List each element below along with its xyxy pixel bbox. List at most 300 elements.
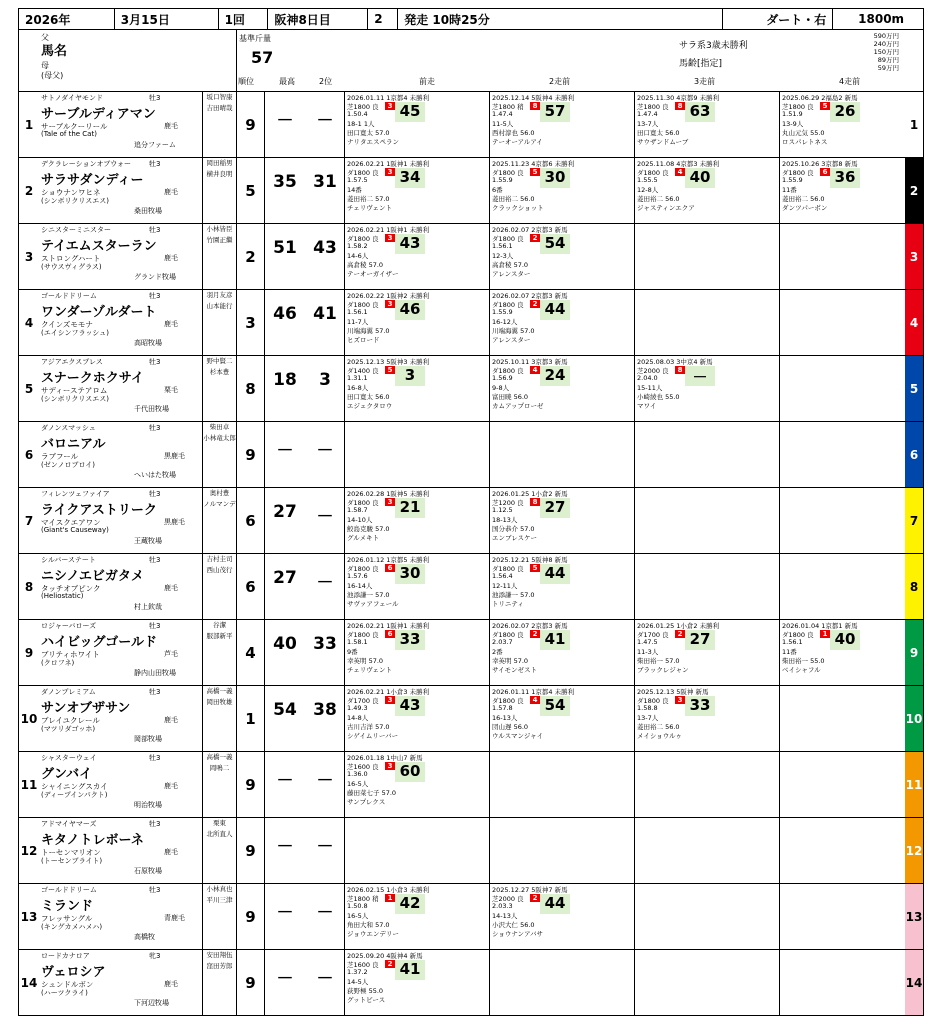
breeder: 高橋牧 [134,933,155,941]
run-date: 2025.12.21 5阪神8 新馬 [492,556,568,564]
frame-bar: 6 [905,422,923,487]
coat-color: 芦毛 [164,650,178,658]
past-run [344,290,489,355]
horse-name[interactable]: ミランド [41,899,94,914]
index-box [264,92,344,157]
distance: 1800m [858,12,905,26]
horse-name[interactable]: ヴェロシア [41,965,106,980]
run-weight: 16-12人 [492,318,518,326]
trainer: 窪田芳郎 [206,961,233,970]
run-opponent: アレンスター [492,336,531,344]
run-weight: 11-3人 [637,648,659,656]
run-opponent: トリニティ [492,600,524,608]
second-index: 31 [313,172,337,192]
horse-row [18,422,924,488]
run-speed-index: 46 [395,300,425,320]
run-speed-index: 30 [395,564,425,584]
trainer: ノルマンデ [203,499,236,508]
second-index: － [316,111,334,131]
past-runs [344,92,924,157]
run-jockey: 幸英明 57.0 [492,657,529,665]
run-frame: 8 [530,498,540,506]
past-runs [344,884,924,949]
dam-sire: (キングカメハメハ) [41,923,103,931]
run-course: 芝1800 稍 [347,895,379,903]
run-time: 1.58.1 [347,638,368,646]
frame-bar: 3 [905,224,923,289]
horse-name[interactable]: スナークホクサイ [41,371,144,386]
run-course: ダ1800 良 [492,301,524,309]
run-frame: 4 [530,696,540,704]
run-frame: 1 [820,630,830,638]
run-time: 1.49.3 [347,704,368,712]
run-jockey: 高倉稜 57.0 [347,261,384,269]
dam-sire: (マツリダゴッホ) [41,725,96,733]
horse-number: 6 [24,447,34,462]
sex-age: 牡3 [149,490,161,498]
prev3-label: 3走前 [694,77,716,86]
jockey: 野中賢二 [206,357,233,365]
run-date: 2026.02.15 1小倉3 未勝利 [347,886,430,894]
max-index: － [276,771,294,791]
past-run [344,620,489,685]
horse-name[interactable]: グンバイ [41,767,93,782]
max-index: 51 [273,238,297,258]
run-speed-index: 26 [830,102,860,122]
trainer: 吉田晴哉 [206,103,233,112]
run-course: 芝1800 良 [347,103,379,111]
run-opponent: サヴァアフェール [347,600,399,608]
horse-name[interactable]: キタノトレボーネ [41,833,144,848]
run-speed-index: 34 [395,168,425,188]
second-index: － [316,441,334,461]
sire: デクラレーションオブウォー [41,160,131,168]
horse-name[interactable]: サンオブザサン [41,701,131,716]
run-frame: 8 [675,366,685,374]
run-time: 1.51.9 [782,110,803,118]
run-time: 2.03.3 [492,902,513,910]
run-course: ダ1800 良 [347,235,379,243]
past-run [344,488,489,553]
sire: アドマイヤマーズ [41,820,97,828]
run-frame: 2 [530,300,540,308]
jockey: 坂口智康 [206,93,233,101]
dam-sire: (ゼンノロブロイ) [41,461,95,469]
run-date: 2025.11.23 4京都6 未勝利 [492,160,575,168]
sex-age: 牡3 [149,622,161,630]
run-weight: 16-8人 [347,384,369,392]
coat-color: 鹿毛 [164,848,178,856]
run-time: 1.56.4 [492,572,513,580]
run-opponent: ウルスマンジャイ [492,732,544,740]
run-speed-index: 44 [540,564,570,584]
run-speed-index: 54 [540,234,570,254]
trainer: 平川三津 [206,895,233,904]
connections [202,752,236,817]
run-weight: 13-7人 [637,120,659,128]
sire: フィレンツェファイア [41,490,110,498]
horse-row [18,92,924,158]
horse-name[interactable]: ハイビッグゴールド [41,635,157,650]
connections [202,356,236,421]
dam-sire: (ディープインパクト) [41,791,108,799]
dam: ショウナンワヒネ [41,188,101,197]
rank: 6 [236,488,264,553]
empty-run [634,950,779,1015]
run-frame: 1 [385,894,395,902]
dam: シュンドルボン [41,980,94,989]
run-date: 2026.01.11 1京都4 未勝利 [492,688,575,696]
trainer: 西山茂行 [206,565,233,574]
run-course: ダ1800 良 [492,235,524,243]
rank: 9 [236,92,264,157]
run-time: 1.50.8 [347,902,368,910]
jockey: 柴田卓 [209,423,230,431]
empty-run [779,554,924,619]
past-runs [344,224,924,289]
index-box [264,488,344,553]
horse-row [18,686,924,752]
past-runs [344,752,924,817]
run-opponent: メイショウルゥ [637,732,682,740]
run-date: 2025.08.03 3中京4 新馬 [637,358,713,366]
dam: タッチオブピンク [41,584,101,593]
horse-name[interactable]: サーブルディアマン [41,107,156,122]
prev2-label: 2走前 [549,77,571,86]
horse-number: 9 [24,645,34,660]
dam: ブレイユクレール [41,716,100,725]
second-index: 33 [313,634,337,654]
breeder: へいはた牧場 [134,471,176,479]
run-weight: 16-13人 [492,714,518,722]
horse-name[interactable]: ニシノエビガタメ [41,569,144,584]
trainer: 北所直人 [206,829,233,838]
run-jockey: 田口寛太 56.0 [637,129,680,137]
past-run [344,356,489,421]
year: 2026年 [19,9,115,29]
run-frame: 6 [820,168,830,176]
horse-number: 2 [24,183,34,198]
horse-row [18,950,924,1016]
past-runs [344,422,924,487]
empty-run [779,422,924,487]
run-date: 2025.12.27 5阪神7 新馬 [492,886,568,894]
sire: ゴールドドリーム [41,292,97,300]
run-course: ダ1400 良 [347,367,379,375]
empty-run [779,290,924,355]
empty-run [634,488,779,553]
empty-run [344,818,489,883]
max-index: － [276,837,294,857]
horse-row [18,752,924,818]
connections [202,92,236,157]
rank: 9 [236,818,264,883]
run-course: 芝1200 良 [492,499,524,507]
breeder: 桑田牧場 [134,207,162,215]
run-speed-index: 21 [395,498,425,518]
empty-run [489,752,634,817]
horse-number: 1 [24,117,34,132]
jockey: 小林真也 [206,885,233,893]
max-label: 最高 [279,77,295,86]
index-box [264,884,344,949]
frame-bar: 5 [905,356,923,421]
connections [202,620,236,685]
past-run [489,620,634,685]
dam: サーブルクーリール [41,122,108,131]
run-jockey: 菱田裕二 56.0 [782,195,825,203]
connections [202,554,236,619]
past-run [489,290,634,355]
run-course: 芝1800 良 [637,103,669,111]
run-jockey: 小崎綾也 55.0 [637,393,680,401]
index-box [264,356,344,421]
sire: アジアエクスプレス [41,358,103,366]
mother-father-label: (母父) [41,71,64,80]
past-run [779,620,924,685]
sire: シニスターミニスター [41,226,111,234]
horse-name[interactable]: バロニアル [41,437,106,452]
run-weight: 14-6人 [347,252,369,260]
run-course: 芝1800 良 [782,103,814,111]
run-weight: 9番 [347,648,358,656]
run-jockey: 菱田裕二 56.0 [637,723,680,731]
horse-name[interactable]: ライクアストリーク [41,503,157,518]
run-time: 1.47.4 [492,110,513,118]
empty-run [634,290,779,355]
past-run [344,686,489,751]
run-weight: 16-14人 [347,582,373,590]
breeder: 高昭牧場 [134,339,162,347]
run-speed-index: 24 [540,366,570,386]
run-time: 1.58.7 [347,506,368,514]
second-index: － [316,507,334,527]
empty-run [779,686,924,751]
run-date: 2026.02.21 1阪神1 未勝利 [347,160,430,168]
run-weight: 16-5人 [347,780,369,788]
run-opponent: ジョウエンデリー [347,930,399,938]
race-condition: 馬齢[指定] [679,59,723,69]
rank: 9 [236,422,264,487]
run-date: 2025.11.08 4京都3 未勝利 [637,160,720,168]
run-time: 1.55.9 [782,176,803,184]
run-opponent: ロスパレトネス [782,138,828,146]
sire: ゴールドドリーム [41,886,97,894]
run-course: ダ1800 良 [782,169,814,177]
run-frame: 3 [385,762,395,770]
run-jockey: 池添謙一 57.0 [347,591,390,599]
run-opponent: サイモンゼスト [492,666,538,674]
jockey: 栗東 [213,819,226,827]
coat-color: 鹿毛 [164,320,178,328]
run-frame: 3 [385,300,395,308]
run-course: ダ1800 良 [347,169,379,177]
run-time: 1.55.5 [637,176,658,184]
run-time: 1.56.1 [492,242,513,250]
run-frame: 3 [385,696,395,704]
run-course: ダ1700 良 [347,697,379,705]
index-box [264,950,344,1015]
run-jockey: 古川吉洋 57.0 [347,723,390,731]
breeder: 下河辺牧場 [134,999,169,1007]
past-run [634,158,779,223]
jockey: 奥村豊 [209,489,230,497]
connections [202,488,236,553]
run-frame: 5 [385,366,395,374]
second-index: － [316,969,334,989]
run-frame: 8 [675,102,685,110]
run-jockey: 富田暁 56.0 [492,393,529,401]
past-run [489,92,634,157]
run-frame: 5 [820,102,830,110]
jockey: 谷潔 [213,621,226,629]
run-frame: 2 [530,894,540,902]
rank: 1 [236,686,264,751]
run-time: 1.55.9 [492,308,513,316]
race-class: サラ系3歳未勝利 [679,41,748,51]
sex-age: 牝3 [149,952,161,960]
run-time: 2.04.0 [637,374,658,382]
run-time: 1.55.9 [492,176,513,184]
run-course: ダ1800 良 [492,565,524,573]
run-date: 2025.09.20 4阪神4 新馬 [347,952,423,960]
dam: ブリティホワイト [41,650,100,659]
dam-sire: (Giant's Causeway) [41,526,109,534]
trainer: 岡鳴二 [209,763,230,772]
rank: 9 [236,950,264,1015]
horse-row [18,488,924,554]
run-date: 2026.02.21 1小倉3 未勝利 [347,688,430,696]
second-index: 38 [313,700,337,720]
run-opponent: シゲイムリーバー [347,732,399,740]
sire: ロジャーバローズ [41,622,97,630]
run-course: 芝1600 良 [347,763,379,771]
breeder: 追分ファーム [134,141,176,149]
run-speed-index: 40 [685,168,715,188]
run-jockey: 池添謙一 57.0 [492,591,535,599]
max-index: 46 [273,304,297,324]
run-opponent: アレンスター [492,270,531,278]
run-date: 2026.02.22 1阪神2 未勝利 [347,292,430,300]
coat-color: 鹿毛 [164,254,178,262]
run-time: 1.50.4 [347,110,368,118]
dam-sire: (トーセンブライト) [41,857,103,865]
past-runs [344,620,924,685]
run-frame: 3 [675,696,685,704]
run-date: 2026.02.21 1阪神1 未勝利 [347,226,430,234]
trainer: 杉本豊 [209,367,230,376]
jockey: 高橋一義 [206,687,233,695]
horse-name[interactable]: サラサダンディー [41,173,144,188]
run-time: 1.56.1 [347,308,368,316]
horse-number: 8 [24,579,34,594]
run-time: 1.57.5 [347,176,368,184]
connections [202,950,236,1015]
run-opponent: グルメキト [347,534,380,542]
run-course: ダ1700 良 [637,631,669,639]
empty-run [634,422,779,487]
run-jockey: 田口寛太 57.0 [347,129,390,137]
run-course: ダ1800 良 [347,301,379,309]
horse-number: 12 [20,843,38,858]
breeder: 岡部牧場 [134,735,162,743]
run-frame: 2 [385,960,395,968]
run-weight: 12-3人 [492,252,514,260]
second-index: － [316,771,334,791]
run-jockey: 西村淳也 56.0 [492,129,535,137]
run-weight: 14-13人 [492,912,518,920]
rank: 6 [236,554,264,619]
connections [202,818,236,883]
frame-bar: 1 [905,92,923,157]
run-time: 2.03.7 [492,638,513,646]
empty-run [634,224,779,289]
sex-age: 牡3 [149,556,161,564]
run-frame: 8 [530,102,540,110]
run-speed-index: 57 [540,102,570,122]
frame-bar: 8 [905,554,923,619]
run-jockey: 川端海翼 57.0 [492,327,535,335]
index-box [264,818,344,883]
index-box [264,620,344,685]
second-label: 2位 [319,77,333,86]
run-opponent: ベイシャフル [782,666,821,674]
coat-color: 黒鹿毛 [164,518,185,526]
run-speed-index: 40 [830,630,860,650]
sex-age: 牡3 [149,754,161,762]
dam: サディーステアロム [41,386,108,395]
horse-number: 4 [24,315,34,330]
horse-row [18,224,924,290]
run-speed-index: 43 [395,234,425,254]
empty-run [779,752,924,817]
jockey: 安田翔伍 [206,951,233,959]
dam-sire: (シンボリクリスエス) [41,197,110,205]
frame-bar: 12 [905,818,923,883]
coat-color: 青鹿毛 [164,914,185,922]
index-box [264,224,344,289]
horse-name[interactable]: テイエムスターラン [41,239,157,254]
run-speed-index: 63 [685,102,715,122]
dam-sire: (サウスヴィグラス) [41,263,102,271]
run-date: 2026.02.07 2京都3 新馬 [492,622,568,630]
run-weight: 15-11人 [637,384,663,392]
run-opponent: サウザンドムーブ [637,138,689,146]
horse-name[interactable]: ワンダーゾルダート [41,305,157,320]
run-weight: 16-5人 [347,912,369,920]
frame-bar: 11 [905,752,923,817]
column-header [18,30,924,92]
horse-row [18,818,924,884]
run-opponent: ダンツパーボン [782,204,828,212]
run-jockey: 団山遅 56.0 [492,723,529,731]
run-time: 1.57.8 [492,704,513,712]
dam: フレッサングル [41,914,93,923]
run-time: 1.56.1 [782,638,803,646]
empty-run [779,356,924,421]
empty-run [489,950,634,1015]
run-course: 芝2000 良 [492,895,524,903]
past-runs [344,818,924,883]
run-opponent: ヒズロード [347,336,380,344]
run-opponent: テーオーガイザー [347,270,399,278]
past-run [489,158,634,223]
run-speed-index: 41 [540,630,570,650]
past-run [344,554,489,619]
empty-run [634,818,779,883]
connections [202,290,236,355]
run-course: ダ1800 良 [492,169,524,177]
